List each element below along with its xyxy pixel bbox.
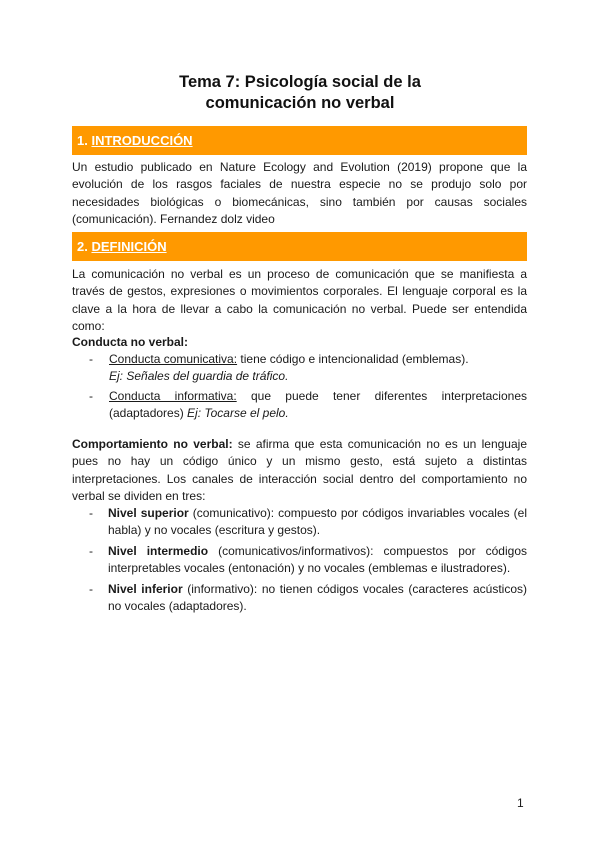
nivel-text: (comunicativos/informativos): compuestos por códigos interpretables vocales (entonación) y no vocales (emblemas e ilustradores). (108, 544, 527, 576)
title-line-1: Tema 7: Psicología social de la (179, 73, 421, 91)
nivel-item (89, 505, 527, 541)
nivel-item (89, 581, 527, 617)
page-number: 1 (517, 796, 524, 810)
nivel-item (89, 543, 527, 579)
dash-marker: - (89, 544, 93, 558)
conducta-example: Ej: Señales del guardia de tráfico. (109, 369, 289, 384)
section-header-definicion (72, 232, 527, 261)
dash-marker: - (89, 506, 93, 520)
nivel-item-body (108, 543, 527, 578)
conducta-heading: Conducta no verbal: (72, 335, 189, 349)
section-number: 1. (77, 133, 88, 148)
comportamiento-paragraph (72, 436, 527, 505)
nivel-item-body (108, 581, 527, 616)
comportamiento-text: se afirma que esta comunicación no es un lenguaje pues no hay un código único y un mismo gesto, está sujeto a distintas interpretaciones. Los canales de interacción social dentro del comportamiento no verbal se dividen en tres: (72, 437, 527, 503)
nivel-term: Nivel superior (108, 506, 189, 520)
conducta-item (89, 388, 527, 424)
section-header-introduccion (72, 126, 527, 155)
conducta-term: Conducta informativa: (109, 389, 237, 403)
title-line-2: comunicación no verbal (205, 94, 395, 112)
nivel-text: (comunicativo): compuesto por códigos invariables vocales (el habla) y no vocales (escritura y gestos). (108, 506, 527, 538)
section-title: DEFINICIÓN (91, 239, 167, 254)
conducta-text: que puede tener diferentes interpretaciones (adaptadores) (109, 389, 527, 421)
nivel-term: Nivel inferior (108, 582, 183, 596)
nivel-item-body (108, 505, 527, 540)
conducta-term: Conducta comunicativa: (109, 352, 238, 366)
comportamiento-term: Comportamiento no verbal: (72, 437, 233, 451)
section-number: 2. (77, 239, 88, 254)
nivel-term: Nivel intermedio (108, 544, 209, 558)
introduccion-paragraph: Un estudio publicado en Nature Ecology and Evolution (2019) propone que la evolución de los rasgos faciales de nuestra especie no se produjo solo por necesidades biológicas o biomecánicas, sino también por causas sociales (comunicación). Fernandez dolz video (72, 160, 527, 226)
dash-marker: - (89, 582, 93, 596)
conducta-item-body (109, 351, 527, 386)
conducta-item (89, 351, 527, 387)
conducta-text: tiene código e intencionalidad (emblemas). (237, 352, 469, 366)
conducta-example: Ej: Tocarse el pelo. (187, 406, 289, 421)
conducta-item-body (109, 388, 527, 423)
dash-marker: - (89, 389, 93, 403)
definicion-paragraph: La comunicación no verbal es un proceso de comunicación que se manifiesta a través de gestos, expresiones o movimientos corporales. El lenguaje corporal es la clave a la hora de llevar a cabo la comunicación no verbal. Puede ser entendida como: (72, 267, 527, 333)
document-title (0, 72, 600, 114)
nivel-text: (informativo): no tienen códigos vocales (caracteres acústicos) no vocales (adaptadores). (108, 582, 527, 614)
section-title: INTRODUCCIÓN (91, 133, 193, 148)
dash-marker: - (89, 352, 93, 366)
